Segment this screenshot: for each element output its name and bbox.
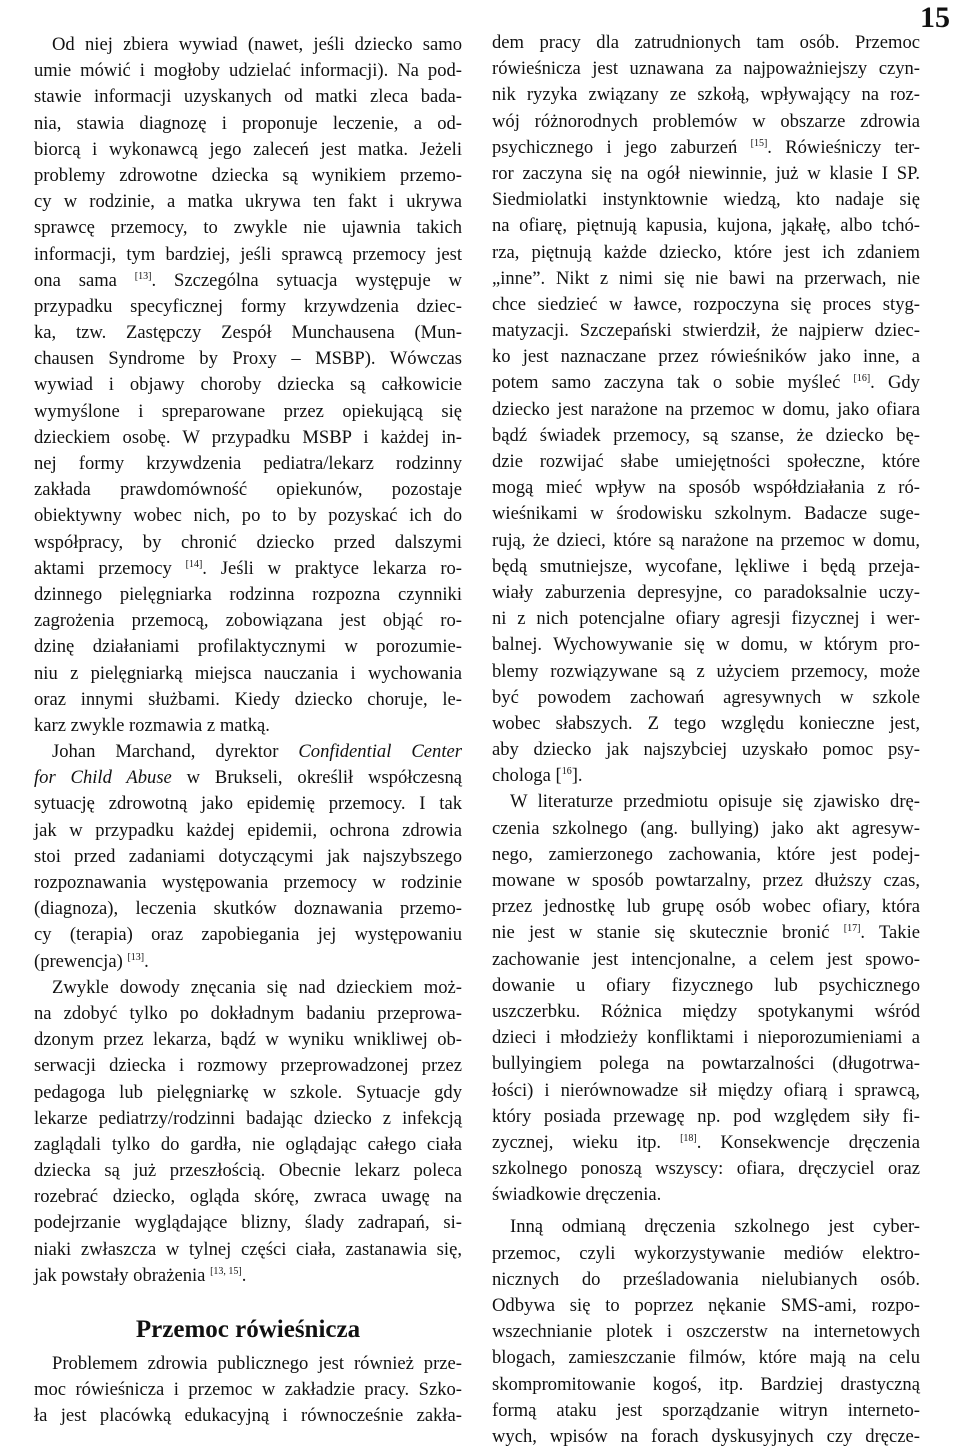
text-line: niaki zwłaszcza w tylnej części ciała, zastanawia się, xyxy=(34,1238,462,1260)
text-line: cy (terapia) oraz zapobiegania jej występowaniu xyxy=(34,924,462,946)
text-line: dowanie u ofiary fizycznego lub psychicznego xyxy=(492,974,920,996)
text-line: współpracy, by chronić dziecko przed dalszymi xyxy=(34,531,462,553)
text-line: bullyingiem polega na powtarzalności (długotrwa- xyxy=(492,1053,920,1075)
text-line: serwacji dziecka i rozmowy przeprowadzonej przez xyxy=(34,1055,462,1077)
text-line: jak powstały obrażenia [13, 15]. xyxy=(34,1264,247,1286)
text-line: Johan Marchand, dyrektor Confidential Center xyxy=(52,741,462,763)
text-line: ła jest placówką edukacyjną i równocześnie zakła- xyxy=(34,1405,462,1427)
right-para-3 xyxy=(492,1214,920,1450)
text-line: (prewencja) [13]. xyxy=(34,950,149,972)
text-line: informacji, tym bardziej, jeśli sprawcą przemocy jest xyxy=(34,243,462,265)
text-line: łości) i nierównowadze sił między ofiarą i sprawcą, xyxy=(492,1079,920,1101)
text-line: który posiada przewagę np. pod względem siły fi- xyxy=(492,1105,920,1127)
text-line: (diagnoza), leczenia skutków doznawania przemo- xyxy=(34,898,462,920)
text-line: przemoc, czyli wykorzystywanie mediów elektro- xyxy=(492,1242,920,1264)
left-para-3 xyxy=(34,975,462,1289)
text-line: wój różnorodnych problemów w obszarze zdrowia xyxy=(492,110,920,132)
text-line: wywiad i objawy choroby dziecka są całkowicie xyxy=(34,374,462,396)
text-line: psychicznego i jego zaburzeń [15]. Rówieśniczy ter- xyxy=(492,136,920,158)
text-line: problemy zdrowotne dziecka są wynikiem przemo- xyxy=(34,164,462,186)
text-line: świadkowie dręczenia. xyxy=(492,1184,662,1206)
text-line: być powodem zachowań agresywnych w szkole xyxy=(492,686,920,708)
text-line: formą ataku jest sporządzanie witryn interneto- xyxy=(492,1399,920,1421)
citation-ref: [15] xyxy=(750,137,768,149)
text-line: moc rówieśnicza i przemoc w zakładzie pracy. Szko- xyxy=(34,1379,462,1401)
text-line: rozpoznawania występowania przemocy w rodzinie xyxy=(34,872,462,893)
text-line: potem samo zaczyna tak o sobie myśleć [16]. Gdy xyxy=(492,372,920,394)
text-line: cy w rodzinie, a matka ukrywa ten fakt i ukrywa xyxy=(34,191,462,213)
text-line: ona sama [13]. Szczególna sytuacja występuje w xyxy=(34,269,462,291)
text-line: matyzacji. Szczepański stwierdził, że najpierw dziec- xyxy=(492,320,920,342)
text-line: mowane w sposób powtarzalny, przez dłuższy czas, xyxy=(492,870,920,891)
text-line: dzieckiem osobę. W przypadku MSBP i każdej in- xyxy=(34,426,462,448)
citation-ref: [14] xyxy=(185,558,203,570)
text-line: nego, zamierzonego zachowania, które jest podej- xyxy=(492,843,920,865)
text-line: nia, stawia diagnozę i proponuje leczenie, a od- xyxy=(34,112,462,134)
text-line: jak w przypadku każdej epidemii, ochrona zdrowia xyxy=(34,819,462,841)
text-line: „inne”. Nikt z nimi się nie bawi na przerwach, nie xyxy=(492,267,920,289)
text-line: dzinnego pielęgniarka rodzinna rozpozna czynniki xyxy=(34,583,462,605)
text-line: blogach, zamieszczanie filmów, które mają na celu xyxy=(492,1347,920,1369)
text-line: szkolnego ponoszą wszyscy: ofiara, dręczyciel oraz xyxy=(492,1158,920,1180)
text-line: blemy rozwiązywane są z użyciem przemocy, może xyxy=(492,660,920,682)
text-line: rówieśnicza jest uznawana za najpoważniejszy czyn- xyxy=(492,58,920,80)
text-line: chologa [$^{16}$]. xyxy=(492,765,583,787)
right-column xyxy=(492,30,920,1450)
text-line: Siedmiolatki instynktownie wiedzą, kto nadaje się xyxy=(492,189,920,211)
text-line: zachowanie jest intencjonalne, a celem jest spowo- xyxy=(492,948,920,970)
text-line: zycznej, wieku itp. [18]. Konsekwencje dręczenia xyxy=(492,1131,920,1153)
text-line: sytuację zdrowotną jako epidemię przemocy. I tak xyxy=(34,793,462,815)
text-line: zaglądali tylko do gardła, nie oglądając całego ciała xyxy=(34,1133,462,1155)
text-line: niu z pielęgniarką miejsca nauczania i wychowania xyxy=(34,662,462,684)
text-line: podejrzanie wyglądające blizny, ślady zadrapań, si- xyxy=(34,1212,462,1234)
text-line: nie jest w stanie się skutecznie bronić [17]. Takie xyxy=(492,922,920,944)
text-line: Zwykle dowody znęcania się nad dzieckiem moż- xyxy=(52,976,462,998)
text-line: nicznych do prześladowania nielubianych osób. xyxy=(492,1268,920,1290)
text-line: wieśnikami w środowisku szkolnym. Badacze suge- xyxy=(492,503,920,525)
text-line: ko jest naznaczane przez rówieśników jako inne, a xyxy=(492,346,920,368)
text-line: mogą mieć wpływ na sposób współdziałania z ró- xyxy=(492,477,920,499)
right-para-1 xyxy=(492,30,920,789)
text-line: Problemem zdrowia publicznego jest również prze- xyxy=(52,1353,462,1374)
text-line: dziecka są już przeszłością. Obecnie lekarz poleca xyxy=(34,1160,462,1182)
text-line: rują, że dzieci, które są narażone na przemoc w domu, xyxy=(492,529,920,551)
citation-ref: [13] xyxy=(127,951,145,963)
text-line: obiektywny wobec nich, po to by pozyskać ich do xyxy=(34,505,462,527)
text-line: aktami przemocy [14]. Jeśli w praktyce lekarza ro- xyxy=(34,557,463,579)
text-line: ror zaczyna się na ogół niewinnie, już w klasie I SP. xyxy=(492,162,920,184)
right-para-2 xyxy=(492,789,920,1208)
text-line: W literaturze przedmiotu opisuje się zjawisko drę- xyxy=(510,791,920,813)
text-line: chce siedzieć w ławce, rozpoczyna się proces styg- xyxy=(492,293,920,315)
text-line: dzieci i młodzieży konfliktami i nieporozumieniami a xyxy=(492,1027,920,1049)
text-line: umie mówić i mogłoby udzielać informacji). Na pod- xyxy=(34,60,462,82)
section-heading: Przemoc rówieśnicza xyxy=(135,1316,361,1343)
text-line: aby dziecko jak najszybciej uzyskało pomoc psy- xyxy=(492,739,920,761)
text-line: przez jednostkę lub grupę osób wobec ofiary, która xyxy=(492,896,920,918)
text-line: ni z nich potencjalne ofiary agresji fizycznej i wer- xyxy=(492,608,920,630)
text-line: bądź świadek przemocy, są szanse, że dziecko bę- xyxy=(492,424,920,446)
text-line: dzie rozwijać słabe umiejętności społeczne, które xyxy=(492,451,920,472)
text-line: chausen Syndrome by Proxy – MSBP). Wówczas xyxy=(34,348,462,370)
text-line: dziecko jest narażone na przemoc w domu, jako ofiara xyxy=(492,398,920,420)
text-line: rozebrać dziecko, ogląda skórę, zwraca uwagę na xyxy=(34,1186,462,1208)
citation-ref: [13, 15] xyxy=(210,1265,242,1277)
text-line: wymyślone i spreparowane przez opiekującą się xyxy=(34,400,462,422)
text-line: lekarze pediatrzy/rodzinni badając dziecko z infekcją xyxy=(34,1107,462,1129)
text-line: będą smutniejsze, wycofane, lękliwe i będą przeja- xyxy=(492,555,920,577)
text-line: wiały zaburzenia depresyjne, co paradoksalnie uczy- xyxy=(492,581,920,603)
citation-ref: [18] xyxy=(680,1132,697,1144)
text-line: sprawcę przemocy, to zwykle nie ujawnia takich xyxy=(34,217,462,239)
text-line: oraz innymi służbami. Kiedy dziecko choruje, le- xyxy=(34,688,462,710)
text-line: zakłada prawdomówność opiekunów, pozostaje xyxy=(34,479,462,501)
text-line: rza, piętnują każde dziecko, które jest ich zdaniem xyxy=(492,241,920,263)
text-line: wobec słabszych. Z tego względu konieczne jest, xyxy=(492,712,920,734)
text-line: balnej. Wychowywanie się w domu, w którym pro- xyxy=(492,634,920,656)
text-line: karz zwykle rozmawia z matką. xyxy=(34,714,270,736)
text-line: uszczerbku. Różnica między spotykanymi wśród xyxy=(492,1000,920,1022)
citation-ref: [17] xyxy=(843,923,861,935)
text-line: przypadku specyficznej formy krzywdzenia dziec- xyxy=(34,295,462,317)
text-line: wszechnianie plotek i oszczerstw na internetowych xyxy=(492,1321,920,1343)
text-line: stawie informacji uzyskanych od matki zleca bada- xyxy=(34,86,462,108)
citation-ref: 16 xyxy=(561,766,572,778)
left-para-2 xyxy=(34,739,462,975)
text-line: pedagoga lub pielęgniarkę w szkole. Sytuacje gdy xyxy=(34,1081,462,1103)
text-line: na ofiarę, piętnują kapusia, kujona, jąkałę, albo tchó- xyxy=(492,215,920,237)
left-para-1 xyxy=(34,32,462,739)
text-line: Odbywa się to poprzez nękanie SMS-ami, rozpo- xyxy=(492,1295,920,1316)
left-column xyxy=(34,32,462,1430)
text-line: dzonym przez lekarza, bądź w wyniku wnikliwej ob- xyxy=(34,1029,462,1051)
text-line: ka, tzw. Zastępczy Zespół Munchausena (Mun- xyxy=(34,322,462,344)
text-line: nej formy krzywdzenia pediatra/lekarz rodzinny xyxy=(34,453,462,474)
text-line: biorcą i wykonawcą jego zaleceń jest matka. Jeżeli xyxy=(34,138,462,160)
text-line: nik ryzyka związany ze szkołą, wpływający na roz- xyxy=(492,84,920,106)
page-number: 15 xyxy=(920,1,950,34)
text-line: skompromitowanie kogoś, itp. Bardziej drastyczną xyxy=(492,1373,920,1395)
citation-ref: [13] xyxy=(134,270,152,282)
text-line: Inną odmianą dręczenia szkolnego jest cyber- xyxy=(510,1216,920,1238)
text-line: na zdobyć tylko po dokładnym badaniu przeprowa- xyxy=(34,1002,462,1024)
text-line: Od niej zbiera wywiad (nawet, jeśli dziecko samo xyxy=(52,34,462,55)
text-line: for Child Abuse w Brukseli, określił współczesną xyxy=(34,767,462,789)
text-line: czenia szkolnego (ang. bullying) jako akt agresyw- xyxy=(492,817,920,839)
text-line: wych, wpisów na forach dyskusyjnych czy dręcze- xyxy=(492,1425,920,1447)
text-line: zagrożenia przemocą, zobowiązana jest objąć ro- xyxy=(34,610,462,632)
left-para-4 xyxy=(34,1351,462,1430)
citation-ref: [16] xyxy=(853,373,871,385)
text-line: stoi przed zadaniami dotyczącymi jak najszybszego xyxy=(34,845,462,867)
text-line: dem pracy dla zatrudnionych tam osób. Przemoc xyxy=(492,32,920,53)
text-line: dzinę działaniami profilaktycznymi w porozumie- xyxy=(34,636,462,658)
